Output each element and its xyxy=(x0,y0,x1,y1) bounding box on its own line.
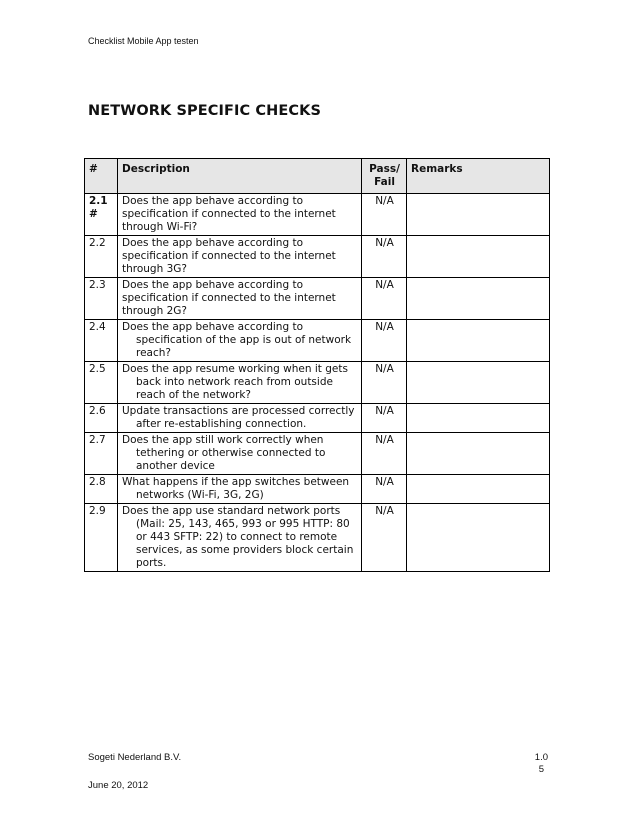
row-pass-fail: N/A xyxy=(362,504,407,572)
table-row xyxy=(85,194,550,236)
row-description xyxy=(118,504,362,572)
row-description xyxy=(118,475,362,504)
row-remarks xyxy=(407,362,550,404)
header-number: # xyxy=(85,159,118,194)
header-pass-fail: Pass/ Fail xyxy=(362,159,407,194)
table-row xyxy=(85,404,550,433)
table-row xyxy=(85,320,550,362)
row-description-continuation: (Mail: 25, 143, 465, 993 or 995 HTTP: 80 or 443 SFTP: 22) to connect to remote services, as some providers block certain ports. xyxy=(136,518,354,569)
row-description xyxy=(118,433,362,475)
row-description-text: Update transactions are processed correctly xyxy=(122,405,355,417)
row-description xyxy=(118,320,362,362)
section-title: NETWORK SPECIFIC CHECKS xyxy=(88,103,322,119)
table-header-row xyxy=(85,159,550,194)
row-description xyxy=(118,194,362,236)
footer-version: 1.0 xyxy=(534,752,548,763)
row-pass-fail: N/A xyxy=(362,475,407,504)
row-remarks xyxy=(407,433,550,475)
header-remarks: Remarks xyxy=(407,159,550,194)
row-number: 2.1 # xyxy=(85,194,118,236)
row-description xyxy=(118,362,362,404)
row-description xyxy=(118,404,362,433)
table-body xyxy=(85,194,550,572)
row-number: 2.6 xyxy=(85,404,118,433)
row-description-text: Does the app behave according to xyxy=(122,321,303,333)
row-description-text: Does the app behave according to specification if connected to the internet through 3G? xyxy=(122,237,336,275)
row-pass-fail: N/A xyxy=(362,362,407,404)
row-remarks xyxy=(407,404,550,433)
table-row xyxy=(85,362,550,404)
network-checks-table xyxy=(84,158,550,572)
header-description: Description xyxy=(118,159,362,194)
row-number: 2.9 xyxy=(85,504,118,572)
row-description-continuation: specification of the app is out of network reach? xyxy=(136,334,352,359)
table-row xyxy=(85,278,550,320)
row-remarks xyxy=(407,236,550,278)
row-number: 2.8 xyxy=(85,475,118,504)
row-description-text: Does the app still work correctly when xyxy=(122,434,324,446)
row-description-continuation: networks (Wi-Fi, 3G, 2G) xyxy=(136,489,264,501)
row-pass-fail: N/A xyxy=(362,236,407,278)
row-description-continuation: after re-establishing connection. xyxy=(136,418,307,430)
footer-company: Sogeti Nederland B.V. xyxy=(88,752,182,763)
row-pass-fail: N/A xyxy=(362,278,407,320)
row-remarks xyxy=(407,504,550,572)
row-description-text: Does the app use standard network ports xyxy=(122,505,341,517)
row-pass-fail: N/A xyxy=(362,194,407,236)
row-description-text: Does the app behave according to specification if connected to the internet through 2G? xyxy=(122,279,336,317)
row-pass-fail: N/A xyxy=(362,320,407,362)
row-description-continuation: tethering or otherwise connected to another device xyxy=(136,447,326,472)
footer-date: June 20, 2012 xyxy=(88,780,149,791)
row-remarks xyxy=(407,194,550,236)
row-description xyxy=(118,278,362,320)
table-row xyxy=(85,475,550,504)
row-description-text: What happens if the app switches between xyxy=(122,476,350,488)
row-number: 2.7 xyxy=(85,433,118,475)
row-number: 2.3 xyxy=(85,278,118,320)
row-pass-fail: N/A xyxy=(362,404,407,433)
footer-page-number: 5 xyxy=(538,764,544,775)
row-number: 2.2 xyxy=(85,236,118,278)
row-remarks xyxy=(407,475,550,504)
row-remarks xyxy=(407,320,550,362)
row-description-text: Does the app behave according to specification if connected to the internet through Wi-Fi? xyxy=(122,195,336,233)
row-description xyxy=(118,236,362,278)
row-description-continuation: back into network reach from outside reach of the network? xyxy=(136,376,333,401)
row-pass-fail: N/A xyxy=(362,433,407,475)
row-number: 2.4 xyxy=(85,320,118,362)
table-row xyxy=(85,236,550,278)
table-row xyxy=(85,433,550,475)
table-row xyxy=(85,504,550,572)
document-header-title: Checklist Mobile App testen xyxy=(88,36,199,46)
row-description-text: Does the app resume working when it gets xyxy=(122,363,348,375)
row-remarks xyxy=(407,278,550,320)
row-number: 2.5 xyxy=(85,362,118,404)
